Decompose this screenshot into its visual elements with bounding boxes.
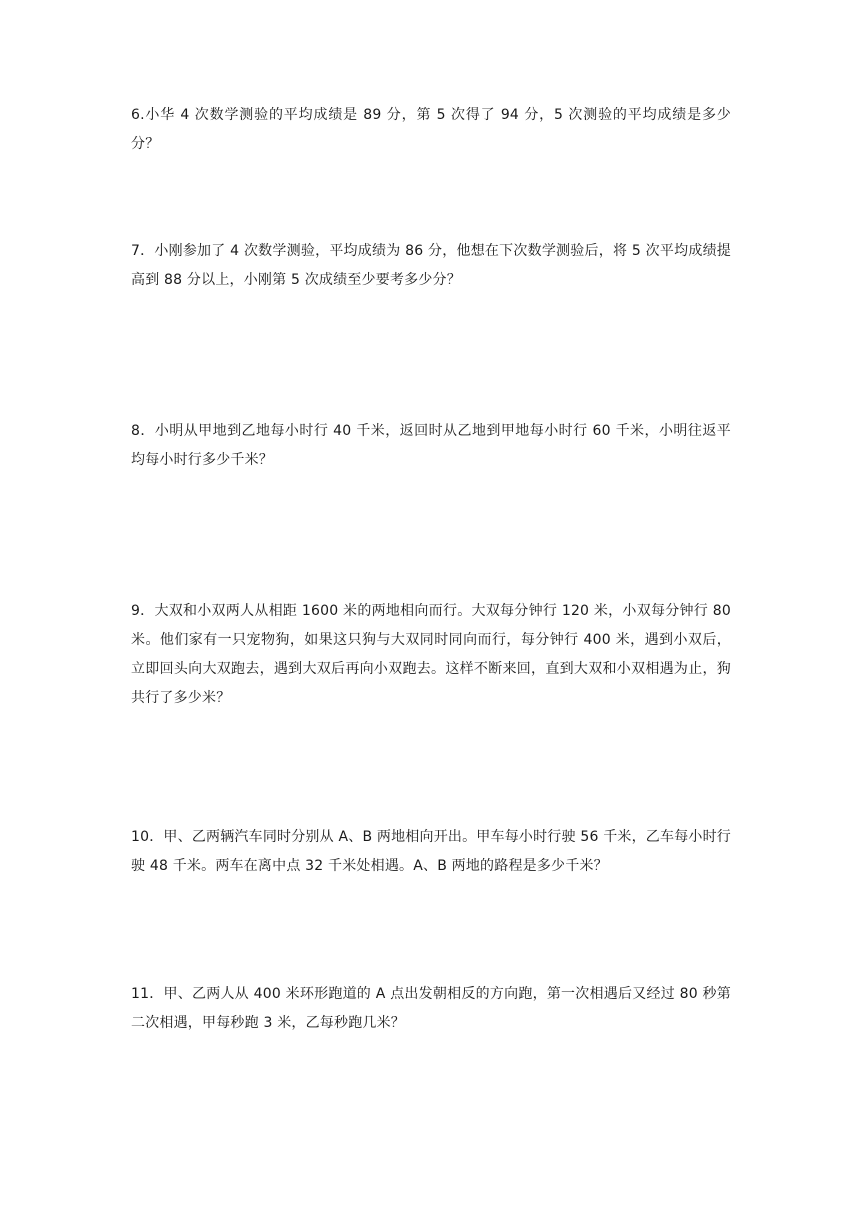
question-10: 10．甲、乙两辆汽车同时分别从 A、B 两地相向开出。甲车每小时行驶 56 千米，乙车每小时行驶 48 千米。两车在离中点 32 千米处相遇。A、B 两地的路程是多少千米？: [131, 829, 732, 874]
question-9: 9．大双和小双两人从相距 1600 米的两地相向而行。大双每分钟行 120 米，小双每分钟行 80 米。他们家有一只宠物狗，如果这只狗与大双同时同向而行，每分钟行 400 米，遇到小双后，立即回头向大双跑去，遇到大双后再向小双跑去。这样不断来回，直到大双和小双相遇为止，狗共行了多少米？: [131, 603, 731, 706]
question-6: 6.小华 4 次数学测验的平均成绩是 89 分，第 5 次得了 94 分，5 次测验的平均成绩是多少分？: [131, 107, 731, 152]
question-8: 8．小明从甲地到乙地每小时行 40 千米，返回时从乙地到甲地每小时行 60 千米，小明往返平均每小时行多少千米？: [131, 423, 731, 468]
question-11: 11．甲、乙两人从 400 米环形跑道的 A 点出发朝相反的方向跑，第一次相遇后又经过 80 秒第二次相遇，甲每秒跑 3 米，乙每秒跑几米？: [131, 986, 731, 1031]
question-7: 7．小刚参加了 4 次数学测验，平均成绩为 86 分，他想在下次数学测验后，将 5 次平均成绩提高到 88 分以上，小刚第 5 次成绩至少要考多少分？: [131, 243, 731, 288]
